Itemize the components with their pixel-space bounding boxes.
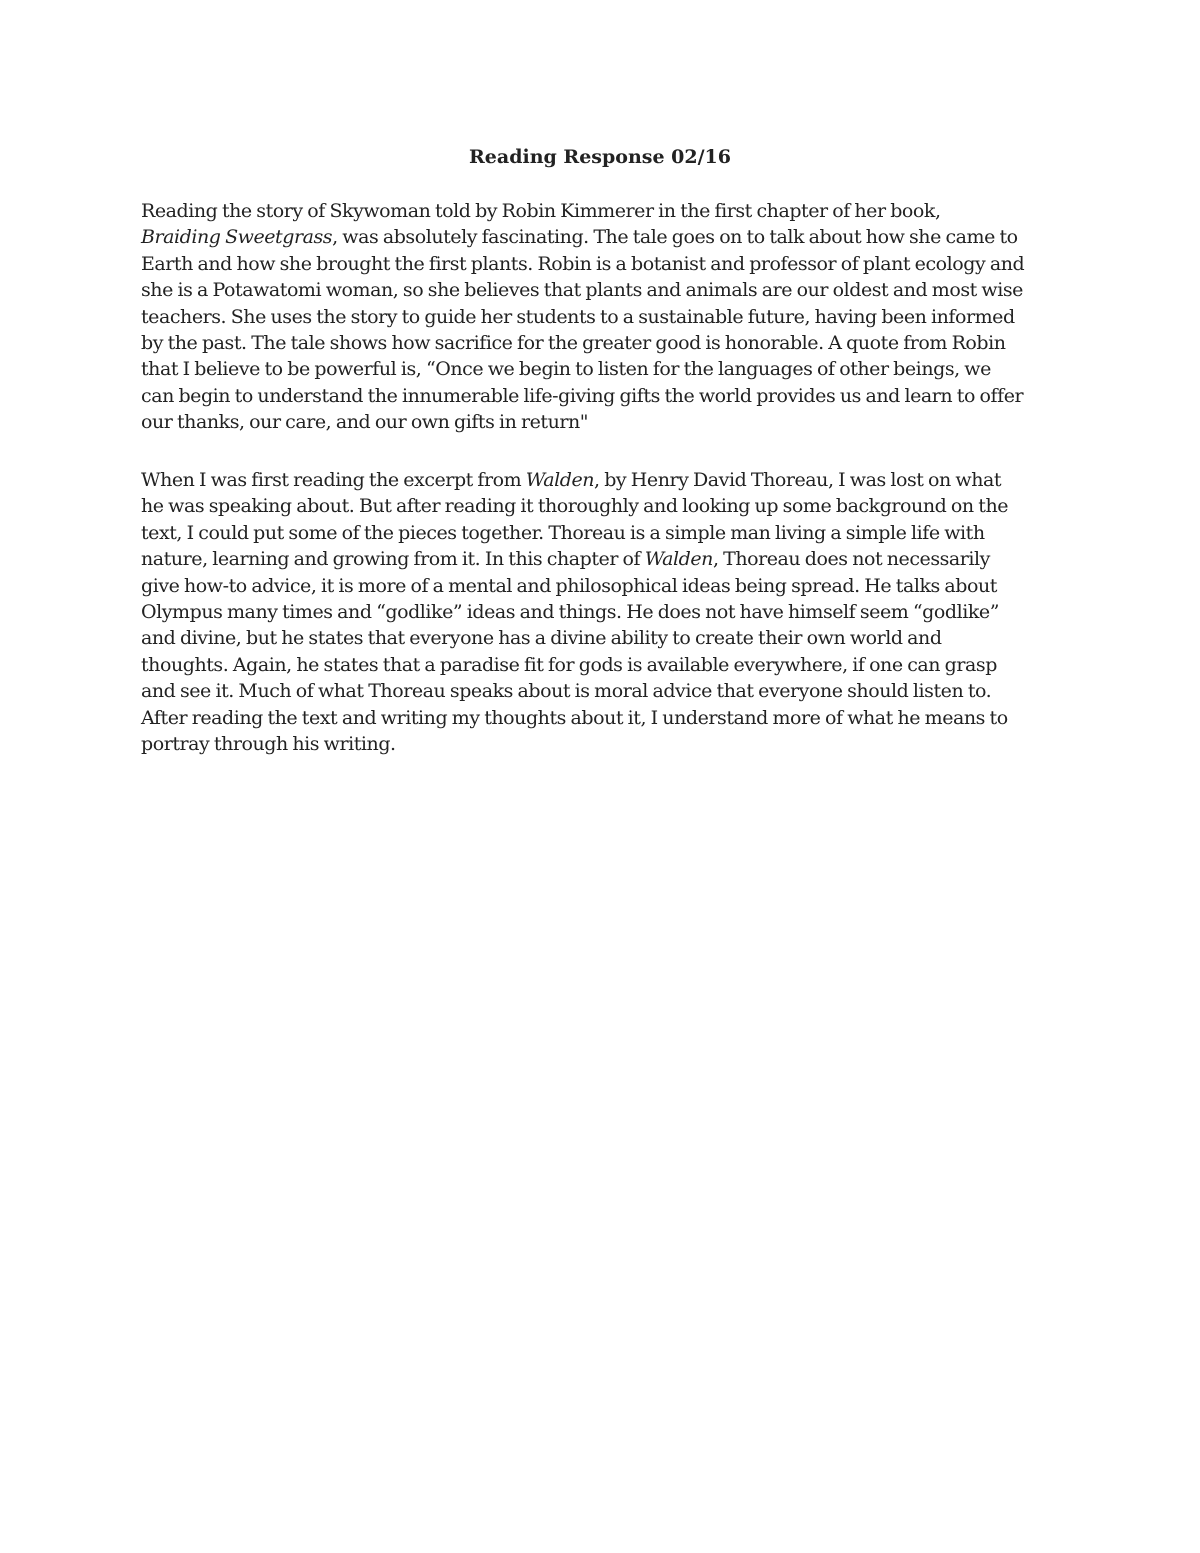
paragraph-line: After reading the text and writing my thoughts about it, I understand more of what he means to [141, 706, 1008, 729]
paragraph-line: he was speaking about. But after reading it thoroughly and looking up some background on the [141, 495, 1009, 518]
paragraph-skywoman [141, 198, 1066, 436]
paragraph-line: text, I could put some of the pieces together. Thoreau is a simple man living a simple life with [141, 521, 985, 544]
line-text: was absolutely fascinating. The tale goes on to talk about how she came to [342, 226, 1018, 249]
paragraph-line: teachers. She uses the story to guide her students to a sustainable future, having been informed [141, 305, 1015, 328]
paragraph-line [141, 546, 1066, 572]
document-title: Reading Response 02/16 [469, 146, 731, 168]
paragraph-line: Reading the story of Skywoman told by Robin Kimmerer in the first chapter of her book, [141, 200, 941, 222]
book-title-suffix: , [332, 226, 343, 249]
paragraph-line: our thanks, our care, and our own gifts in return" [141, 411, 589, 434]
paragraph-line: portray through his writing. [141, 733, 396, 756]
paragraph-line [141, 467, 1066, 493]
line-text: When I was first reading the excerpt from [141, 469, 526, 491]
paragraph-line: she is a Potawatomi woman, so she believes that plants and animals are our oldest and most wise [141, 279, 1023, 302]
line-text: , by Henry David Thoreau, I was lost on what [594, 469, 1002, 491]
paragraph-walden [141, 467, 1066, 757]
line-text: , Thoreau does not necessarily [712, 548, 990, 571]
paragraph-line: Olympus many times and “godlike” ideas and things. He does not have himself seem “godlike” [141, 601, 999, 624]
paragraph-line: give how-to advice, it is more of a mental and philosophical ideas being spread. He talks about [141, 574, 997, 597]
paragraph-line [141, 224, 1066, 250]
paragraph-line: that I believe to be powerful is, “Once we begin to listen for the languages of other beings, we [141, 358, 991, 381]
paragraph-line: and divine, but he states that everyone has a divine ability to create their own world and [141, 627, 942, 650]
paragraph-line: thoughts. Again, he states that a paradise fit for gods is available everywhere, if one can grasp [141, 653, 997, 676]
line-text: nature, learning and growing from it. In this chapter of [141, 548, 645, 571]
paragraph-line: and see it. Much of what Thoreau speaks about is moral advice that everyone should listen to. [141, 680, 992, 703]
paragraph-line: Earth and how she brought the first plants. Robin is a botanist and professor of plant ecology and [141, 252, 1025, 275]
paragraph-line: can begin to understand the innumerable life-giving gifts the world provides us and learn to offer [141, 384, 1024, 407]
book-title: Braiding Sweetgrass [141, 226, 333, 249]
work-title: Walden [644, 548, 713, 571]
work-title: Walden [525, 469, 595, 491]
paragraph-line: by the past. The tale shows how sacrifice for the greater good is honorable. A quote from Robin [141, 332, 1006, 355]
